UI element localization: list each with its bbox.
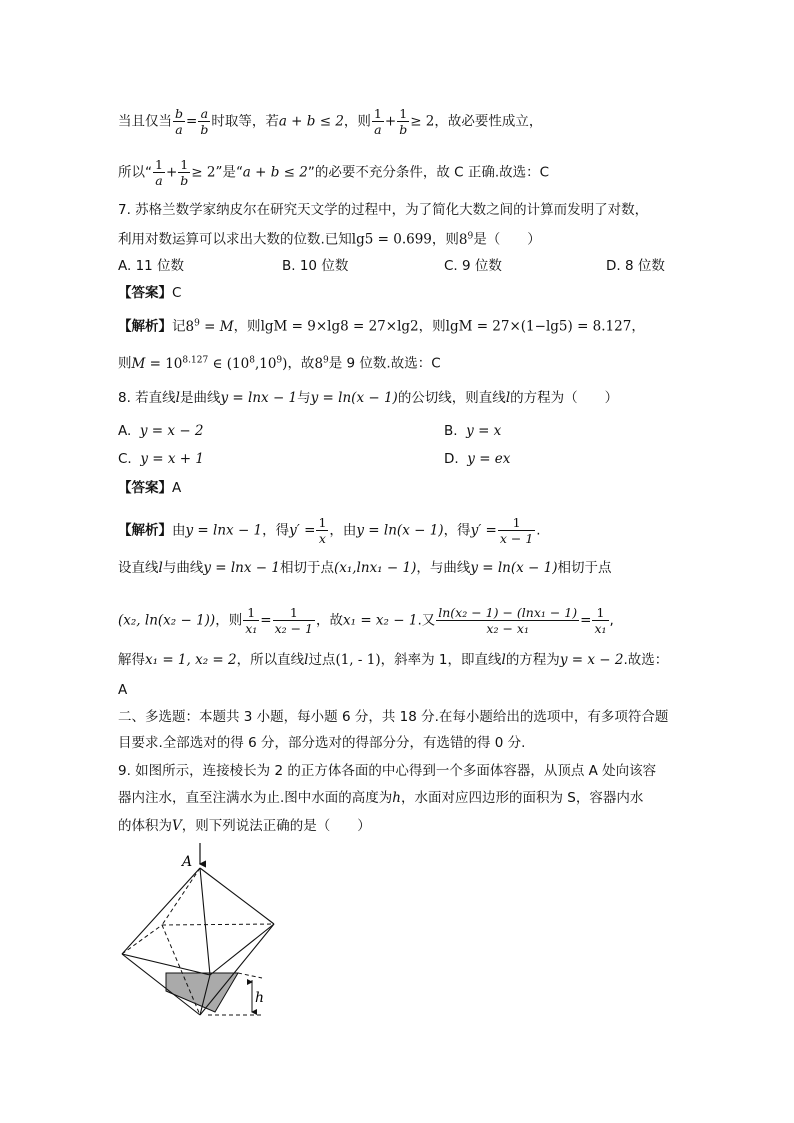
- height-label: h: [255, 990, 265, 1006]
- q8-option-a: A. y = x − 2: [118, 423, 204, 439]
- q8-answer: 【答案】A: [118, 480, 182, 496]
- q8-analysis-line-2: 设直线l与曲线y = lnx − 1相切于点(x₁,lnx₁ − 1)，与曲线y = ln(x − 1)相切于点: [118, 560, 612, 576]
- q8-stem: 8. 若直线l是曲线y = lnx − 1与y = ln(x − 1)的公切线，则直线l的方程为（ ）: [118, 390, 619, 406]
- q8-analysis-line-5: A: [118, 682, 128, 698]
- prev-line-1: 当且仅当 $\frac{b}{a}$ = $\frac{a}{b}$ 时取等，若a + b ≤ 2，则 $\frac{1}{a}$ + $\frac{1}{b}$ ≥ 2，故必要性成立，: [118, 106, 543, 137]
- q9-stem-line-1: 9. 如图所示，连接棱长为 2 的正方体各面的中心得到一个多面体容器，从顶点 A 处向该容: [118, 763, 657, 779]
- q7-analysis-line-2: 则$M = 10^{8.127}$ ∈ $(10^8,10^9)$，故$8^9$是 9 位数.故选：C: [118, 355, 441, 372]
- section2-line-2: 目要求.全部选对的得 6 分，部分选对的得部分分，有选错的得 0 分.: [118, 735, 526, 751]
- prev-line-2: 所以“ $\frac{1}{a}$ + $\frac{1}{b}$ ≥ 2”是“a + b ≤ 2”的必要不充分条件，故 C 正确.故选：C: [118, 157, 550, 188]
- section2-line-1: 二、多选题：本题共 3 小题，每小题 6 分，共 18 分.在每小题给出的选项中，有多项符合题: [118, 709, 669, 725]
- q7-option-d: D. 8 位数: [606, 258, 665, 274]
- q7-option-a: A. 11 位数: [118, 258, 185, 274]
- q9-stem-line-3: 的体积为V，则下列说法正确的是（ ）: [118, 818, 371, 834]
- q7-analysis-line-1: 【解析】记$8^9 = M$，则lgM = 9×lg8 = 27×lg2，则lgM = 27×(1−lg5) = 8.127，: [118, 318, 645, 335]
- vertex-a-label: A: [182, 854, 193, 870]
- q7-answer: 【答案】C: [118, 285, 182, 301]
- q8-option-b: B. y = x: [444, 423, 502, 439]
- q8-analysis-line-1: 【解析】由y = lnx − 1，得y′ = $\frac{1}{x}$ ，由y = ln(x − 1)，得y′ = $\frac{1}{x - 1}$ .: [118, 515, 541, 546]
- q7-option-c: C. 9 位数: [444, 258, 502, 274]
- q9-stem-line-2: 器内注水，直至注满水为止.图中水面的高度为h，水面对应四边形的面积为 S，容器内水: [118, 790, 644, 806]
- q7-stem-line-2: 利用对数运算可以求出大数的位数.已知lg5 = 0.699，则$8^9$是（ ）: [118, 231, 541, 248]
- octahedron-figure: [110, 838, 290, 1023]
- q8-option-d: D. y = ex: [444, 451, 511, 467]
- q7-stem-line-1: 7. 苏格兰数学家纳皮尔在研究天文学的过程中，为了简化大数之间的计算而发明了对数，: [118, 202, 649, 218]
- q8-analysis-line-4: 解得x₁ = 1, x₂ = 2，所以直线l过点(1, - 1)，斜率为 1，即直线l的方程为y = x − 2.故选：: [118, 652, 669, 668]
- q8-analysis-line-3: (x₂, ln(x₂ − 1))，则 $\frac{1}{\text{x₁}}$ = $\frac{1}{\text{x₂ − 1}}$ ，故x₁ = x₂ − 1.又 $\frac{\text{ln(x₂ − 1) − (lnx₁ − 1)}}{\text{x₂ − x₁}}$ = $\frac{1}{\text{x₁}}$ ,: [118, 605, 614, 636]
- q8-option-c: C. y = x + 1: [118, 451, 204, 467]
- q7-option-b: B. 10 位数: [282, 258, 349, 274]
